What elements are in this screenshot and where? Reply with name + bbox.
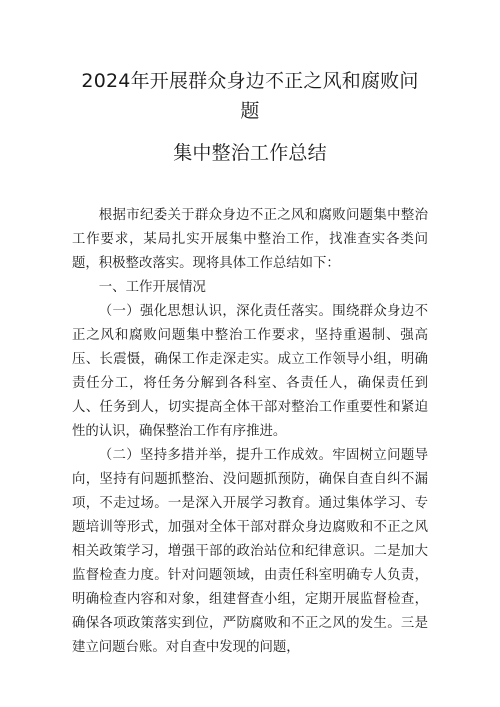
document-title-line2: 集中整治工作总结: [173, 142, 327, 164]
intro-paragraph: 根据市纪委关于群众身边不正之风和腐败问题集中整治工作要求，某局扎实开展集中整治工作，找准查实各类问题，积极整改落实。现将具体工作总结如下：: [72, 208, 428, 271]
paragraph-2: （二）坚持多措并举，提升工作成效。牢固树立问题导向，坚持有问题抓整治、没问题抓预防，确保自查自纠不漏项，不走过场。一是深入开展学习教育。通过集体学习、专题培训等形式，加强对全体干部对群众身边腐败和不正之风相关政策学习，增强干部的政治站位和纪律意识。二是加大监督检查力度。针对问题领域，由责任科室明确专人负责，明确检查内容和对象，组建督查小组，定期开展监督检查，确保各项政策落实到位，严防腐败和不正之风的发生。三是建立问题台账。对自查中发现的问题，: [72, 448, 428, 655]
section-heading-1: 一、工作开展情况: [98, 280, 206, 295]
document-title-line1: 2024年开展群众身边不正之风和腐败问题: [81, 70, 419, 122]
paragraph-1: （一）强化思想认识，深化责任落实。围绕群众身边不正之风和腐败问题集中整治工作要求，坚持重遏制、强高压、长震慑，确保工作走深走实。成立工作领导小组，明确责任分工，将任务分解到各科室、各责任人，确保责任到人、任务到人，切实提高全体干部对整治工作重要性和紧迫性的认识，确保整治工作有序推进。: [72, 304, 428, 439]
document-body: [72, 204, 428, 660]
